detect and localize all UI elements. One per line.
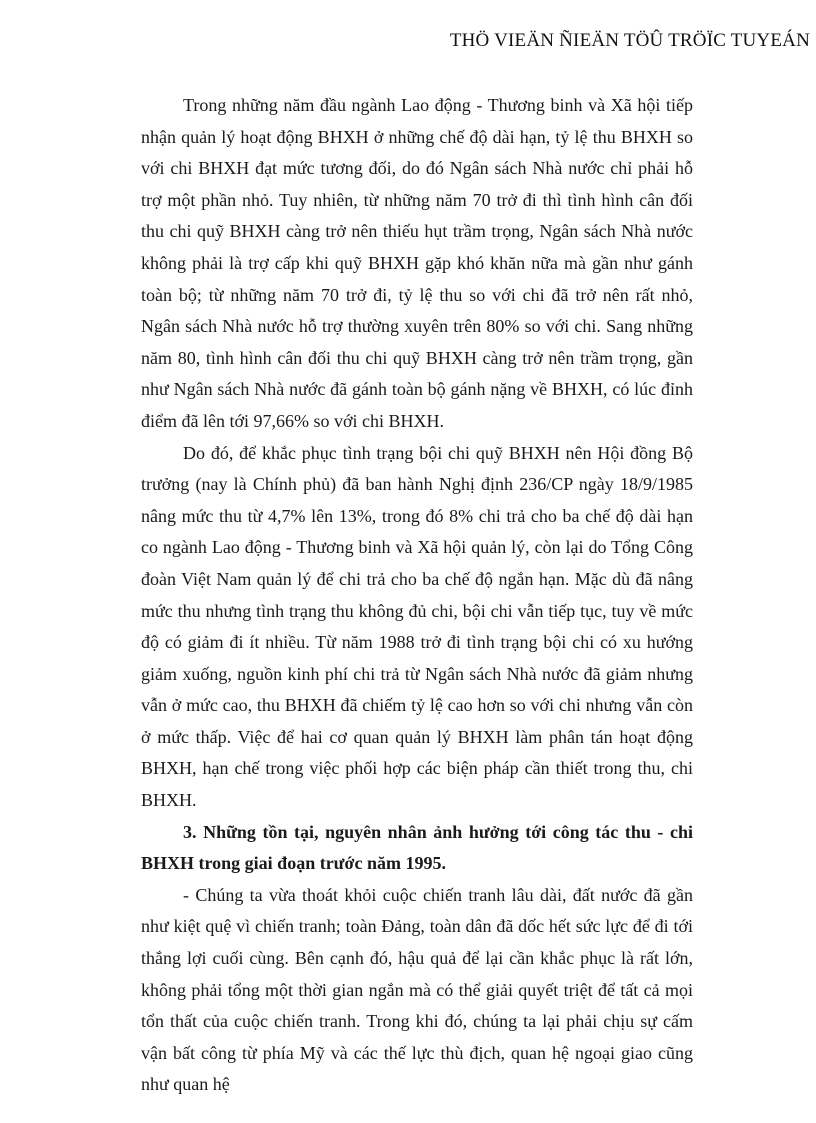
section-paragraph: - Chúng ta vừa thoát khỏi cuộc chiến tranh lâu dài, đất nước đã gần như kiệt quệ vì chiến tranh; toàn Đảng, toàn dân đã dốc hết sức lực để đi tới thắng lợi cuối cùng. Bên cạnh đó, hậu quả để lại cần khắc phục là rất lớn, không phải tổng một thời gian ngắn mà có thể giải quyết triệt để tất cả mọi tổn thất của cuộc chiến tranh. Trong khi đó, chúng ta lại phải chịu sự cấm vận bất công từ phía Mỹ và các thế lực thù địch, quan hệ ngoại giao cũng như quan hệ <box>141 884 693 1095</box>
library-header: THÖ VIEÄN ÑIEÄN TÖÛ TRÖÏC TUYEÁN <box>449 30 810 51</box>
section-heading: 3. Những tồn tại, nguyên nhân ảnh hưởng tới công tác thu - chi BHXH trong giai đoạn trước năm 1995. <box>141 821 693 874</box>
page-content <box>141 90 693 1101</box>
paragraph-1: Trong những năm đầu ngành Lao động - Thương binh và Xã hội tiếp nhận quản lý hoạt động BHXH ở những chế độ dài hạn, tỷ lệ thu BHXH so với chi BHXH đạt mức tương đối, do đó Ngân sách Nhà nước chỉ phải hỗ trợ một phần nhỏ. Tuy nhiên, từ những năm 70 trở đi thì tình hình cân đối thu chi quỹ BHXH càng trở nên thiếu hụt trầm trọng, Ngân sách Nhà nước không phải là trợ cấp khi quỹ BHXH gặp khó khăn nữa mà gần như gánh toàn bộ; từ những năm 70 trở đi, tỷ lệ thu so với chi đã trở nên rất nhỏ, Ngân sách Nhà nước hỗ trợ thường xuyên trên 80% so với chi. Sang những năm 80, tình hình cân đối thu chi quỹ BHXH càng trở nên trầm trọng, gần như Ngân sách Nhà nước đã gánh toàn bộ gánh nặng về BHXH, có lúc đỉnh điểm đã lên tới 97,66% so với chi BHXH. <box>141 95 693 431</box>
paragraph-2: Do đó, để khắc phục tình trạng bội chi quỹ BHXH nên Hội đồng Bộ trưởng (nay là Chính phủ) đã ban hành Nghị định 236/CP ngày 18/9/1985 nâng mức thu từ 4,7% lên 13%, trong đó 8% chi trả cho ba chế độ dài hạn co ngành Lao động - Thương binh và Xã hội quản lý, còn lại do Tổng Công đoàn Việt Nam quản lý để chi trả cho ba chế độ ngắn hạn. Mặc dù đã nâng mức thu nhưng tình trạng thu không đủ chi, bội chi vẫn tiếp tục, tuy về mức độ có giảm đi ít nhiều. Từ năm 1988 trở đi tình trạng bội chi có xu hướng giảm xuống, nguồn kinh phí chi trả từ Ngân sách Nhà nước đã giảm nhưng vẫn ở mức cao, thu BHXH đã chiếm tỷ lệ cao hơn so với chi nhưng vẫn còn ở mức thấp. Việc để hai cơ quan quản lý BHXH làm phân tán hoạt động BHXH, hạn chế trong việc phối hợp các biện pháp cần thiết trong thu, chi BHXH. <box>141 442 693 811</box>
